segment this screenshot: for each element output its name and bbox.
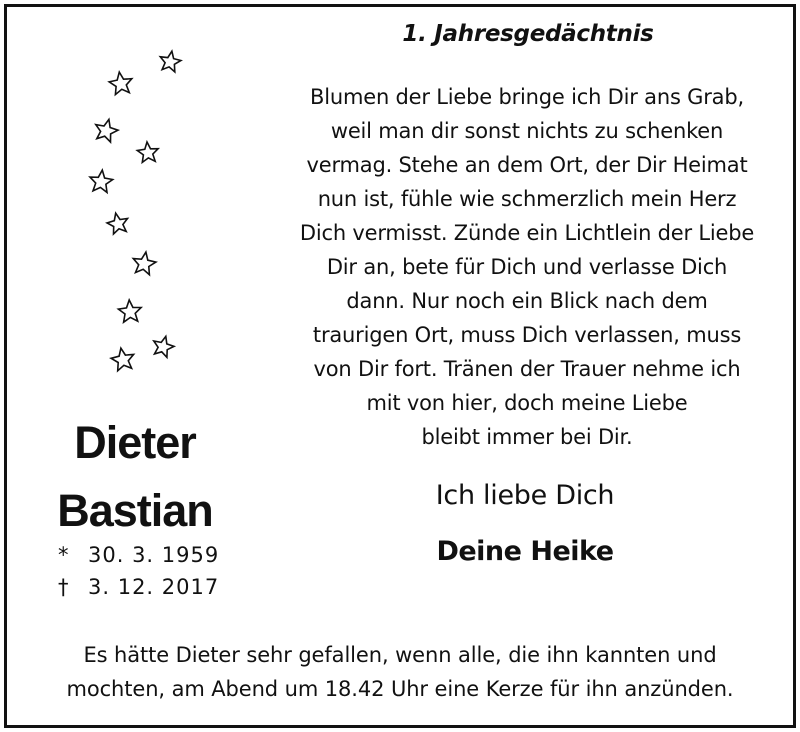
deceased-last-name: Bastian xyxy=(57,485,213,536)
death-date-line xyxy=(58,575,219,599)
death-cross-symbol: † xyxy=(58,575,70,599)
footer-line: mochten, am Abend um 18.42 Uhr eine Kerze für ihn anzünden. xyxy=(66,677,734,701)
signature: Deine Heike xyxy=(436,536,614,567)
love-line: Ich liebe Dich xyxy=(435,480,615,511)
birth-date-line xyxy=(58,543,219,567)
deceased-first-name: Dieter xyxy=(74,417,196,468)
birth-date: 30. 3. 1959 xyxy=(88,543,220,567)
anniversary-heading: 1. Jahresgedächtnis xyxy=(402,21,654,47)
poem-line: Blumen der Liebe bringe ich Dir ans Grab, xyxy=(310,85,744,109)
poem-line: weil man dir sonst nichts zu schenken xyxy=(330,119,724,143)
poem-line: vermag. Stehe an dem Ort, der Dir Heimat xyxy=(306,153,748,177)
poem-line: mit von hier, doch meine Liebe xyxy=(366,391,688,415)
footer-note xyxy=(10,638,790,706)
poem-line: traurigen Ort, muss Dich verlassen, muss xyxy=(312,323,742,347)
poem-line: bleibt immer bei Dir. xyxy=(421,425,633,449)
death-date: 3. 12. 2017 xyxy=(88,575,220,599)
birth-symbol: * xyxy=(58,543,70,567)
poem-line: Dich vermisst. Zünde ein Lichtlein der Liebe xyxy=(299,221,755,245)
poem-line: Dir an, bete für Dich und verlasse Dich xyxy=(326,255,728,279)
poem-line: dann. Nur noch ein Blick nach dem xyxy=(346,289,708,313)
memorial-poem xyxy=(262,80,792,454)
poem-line: von Dir fort. Tränen der Trauer nehme ich xyxy=(313,357,741,381)
footer-line: Es hätte Dieter sehr gefallen, wenn alle, die ihn kannten und xyxy=(83,643,717,667)
poem-line: nun ist, fühle wie schmerzlich mein Herz xyxy=(317,187,737,211)
